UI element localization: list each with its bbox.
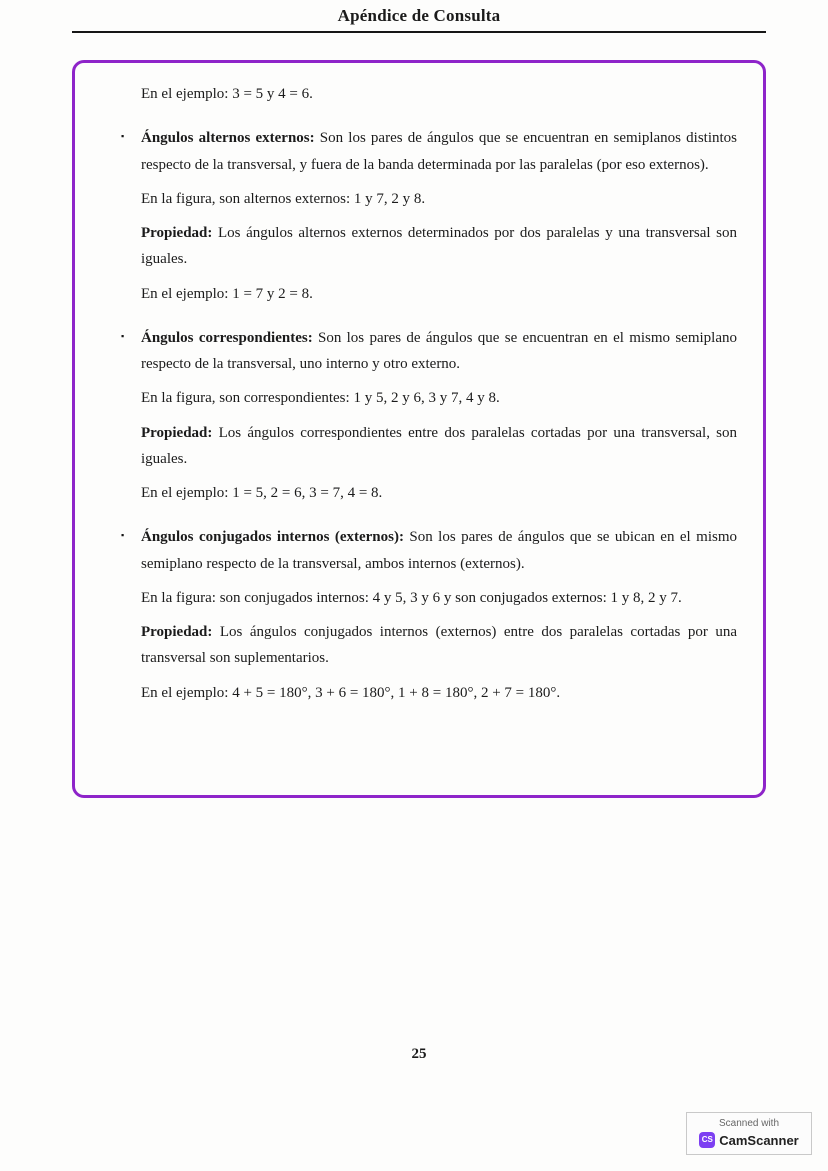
property-label: Propiedad: xyxy=(141,624,213,640)
bullet-square-icon: ▪ xyxy=(121,530,125,541)
term-definition: Son los pares de ángulos que se encuentran en semiplanos distintos respecto de la transversal, y fuera de la banda determinada por las paralelas (por eso externos). xyxy=(141,130,738,173)
scanned-with-label: Scanned with xyxy=(718,1118,780,1129)
example-line: En el ejemplo: 4 + 5 = 180°, 3 + 6 = 180°, 1 + 8 = 180°, 2 + 7 = 180°. xyxy=(141,684,561,701)
term-paragraph xyxy=(141,524,737,577)
term-paragraph xyxy=(141,125,737,178)
page-number: 25 xyxy=(411,1046,427,1062)
term-label: Ángulos correspondientes: xyxy=(141,329,313,346)
content-box xyxy=(72,60,766,798)
example-line: En el ejemplo: 3 = 5 y 4 = 6. xyxy=(141,86,313,102)
property-text: Los ángulos alternos externos determinados por dos paralelas y una transversal son iguales. xyxy=(141,225,738,268)
section-alternos-externos xyxy=(123,125,737,307)
term-definition: Son los pares de ángulos que se ubican en el mismo semiplano respecto de la transversal, ambos internos (externos). xyxy=(141,529,737,572)
camscanner-row xyxy=(693,1132,805,1148)
property-label: Propiedad: xyxy=(141,424,213,441)
header-rule xyxy=(72,31,766,33)
term-definition: Son los pares de ángulos que se encuentran en el mismo semiplano respecto de la transversal, uno interno y otro externo. xyxy=(141,329,737,372)
property-paragraph xyxy=(141,420,737,473)
camscanner-label: CamScanner xyxy=(719,1132,799,1148)
page-header xyxy=(72,0,766,33)
example-line: En el ejemplo: 1 = 7 y 2 = 8. xyxy=(141,285,313,302)
page-title: Apéndice de Consulta xyxy=(337,6,501,25)
property-paragraph xyxy=(141,220,737,273)
bullet-square-icon: ▪ xyxy=(121,131,125,142)
property-text: Los ángulos conjugados internos (externos) entre dos paralelas cortadas por una transversal son suplementarios. xyxy=(141,624,738,667)
camscanner-badge xyxy=(686,1112,812,1155)
figure-line: En la figura: son conjugados internos: 4 y 5, 3 y 6 y son conjugados externos: 1 y 8, 2 y 7. xyxy=(141,589,682,606)
section-conjugados xyxy=(123,524,737,706)
section-correspondientes xyxy=(123,325,737,507)
bullet-square-icon: ▪ xyxy=(121,330,125,341)
property-text: Los ángulos correspondientes entre dos paralelas cortadas por una transversal, son iguales. xyxy=(141,424,738,467)
example-line: En el ejemplo: 1 = 5, 2 = 6, 3 = 7, 4 = 8. xyxy=(141,485,383,501)
camscanner-logo-icon: CS xyxy=(699,1132,715,1148)
figure-line: En la figura, son alternos externos: 1 y 7, 2 y 8. xyxy=(141,190,426,207)
figure-line: En la figura, son correspondientes: 1 y 5, 2 y 6, 3 y 7, 4 y 8. xyxy=(141,390,500,407)
property-paragraph xyxy=(141,619,737,672)
term-paragraph xyxy=(141,325,737,378)
property-label: Propiedad: xyxy=(141,225,213,241)
term-label: Ángulos conjugados internos (externos): xyxy=(141,529,404,546)
term-label: Ángulos alternos externos: xyxy=(141,130,315,147)
